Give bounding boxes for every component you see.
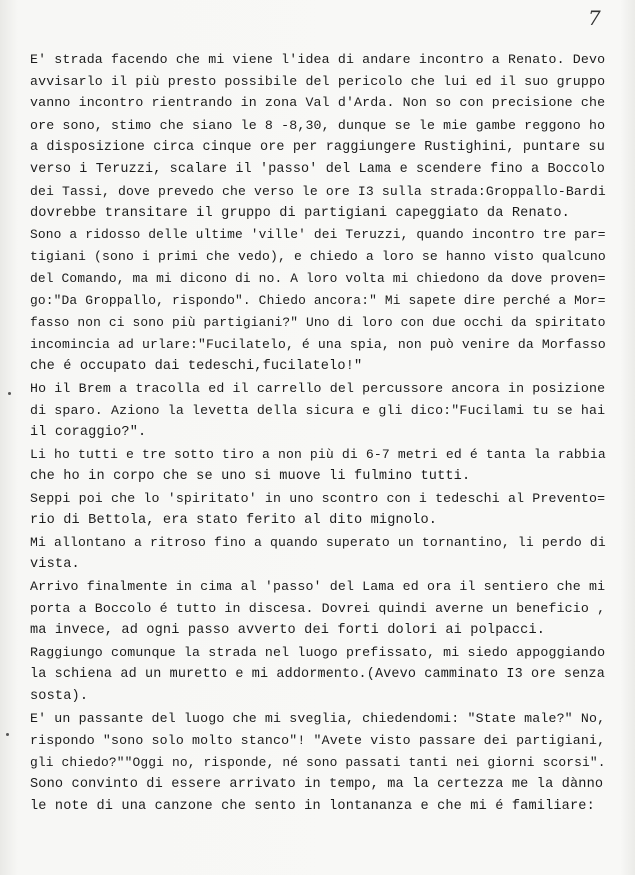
text-line: Seppi poi che lo 'spiritato' in uno scontro con i tedeschi al Prevento= [30, 491, 606, 506]
text-line: che é occupato dai tedeschi,fucilatelo!" [30, 359, 363, 374]
text-line: Li ho tutti e tre sotto tiro a non più di 6-7 metri ed é tanta la rabbia [30, 447, 606, 462]
text-line: Raggiungo comunque la strada nel luogo prefissato, mi siedo appoggiando [30, 645, 606, 660]
text-line: dovrebbe transitare il gruppo di partigiani capeggiato da Renato. [30, 206, 570, 221]
text-line: Arrivo finalmente in cima al 'passo' del Lama ed ora il sentiero che mi [30, 579, 606, 594]
text-line: sosta). [30, 689, 89, 704]
text-line: le note di una canzone che sento in lontananza e che mi é familiare: [30, 799, 595, 814]
text-line: fasso non ci sono più partigiani?" Uno di loro con due occhi da spiritato [30, 315, 606, 330]
text-line: Sono convinto di essere arrivato in tempo, ma la certezza me la dànno [30, 777, 604, 792]
text-line: Mi allontano a ritroso fino a quando superato un tornantino, li perdo di [30, 535, 606, 550]
text-line: Sono a ridosso delle ultime 'ville' dei Teruzzi, quando incontro tre par= [30, 227, 606, 242]
text-line: ore sono, stimo che siano le 8 -8,30, dunque se le mie gambe reggono ho [30, 118, 606, 133]
text-line: tigiani (sono i primi che vedo), e chiedo a loro se hanno visto qualcuno [30, 249, 606, 264]
text-line: del Comando, ma mi dicono di no. A loro volta mi chiedono da dove proven= [30, 271, 606, 286]
margin-mark [8, 392, 11, 395]
text-line: go:"Da Groppallo, rispondo". Chiedo ancora:" Mi sapete dire perché a Mor= [30, 293, 606, 308]
text-line: gli chiedo?""Oggi no, risponde, né sono passati tanti nei giorni scorsi". [30, 755, 606, 770]
text-line: Ho il Brem a tracolla ed il carrello del percussore ancora in posizione [30, 381, 606, 396]
page-number: 7 [588, 6, 601, 30]
text-line: di sparo. Aziono la levetta della sicura e gli dico:"Fucilami tu se hai [30, 403, 606, 418]
text-line: il coraggio?". [30, 425, 147, 440]
text-line: incomincia ad urlare:"Fucilatelo, é una spia, non può venire da Morfasso [30, 337, 606, 352]
text-line: dei Tassi, dove prevedo che verso le ore I3 sulla strada:Groppallo-Bardi [30, 184, 606, 199]
text-line: avvisarlo il più presto possibile del pericolo che lui ed il suo gruppo [30, 74, 606, 89]
text-line: che ho in corpo che se uno si muove li fulmino tutti. [30, 469, 471, 484]
text-line: porta a Boccolo é tutto in discesa. Dovrei quindi averne un beneficio , [30, 601, 606, 616]
text-line: vista. [30, 557, 80, 572]
text-line: la schiena ad un muretto e mi addormento.(Avevo camminato I3 ore senza [30, 667, 605, 682]
text-line: ma invece, ad ogni passo avverto dei forti dolori ai polpacci. [30, 623, 546, 638]
text-line: E' un passante del luogo che mi sveglia, chiedendomi: "State male?" No, [30, 711, 606, 726]
text-line: vanno incontro rientrando in zona Val d'Arda. Non so con precisione che [30, 95, 606, 110]
text-line: a disposizione circa cinque ore per raggiungere Rustighini, puntare su [30, 140, 605, 155]
text-line: rispondo "sono solo molto stanco"! "Avete visto passare dei partigiani, [30, 733, 606, 748]
text-line: verso i Teruzzi, scalare il 'passo' del Lama e scendere fino a Boccolo [30, 162, 605, 177]
margin-mark [6, 733, 9, 736]
text-line: E' strada facendo che mi viene l'idea di andare incontro a Renato. Devo [30, 52, 606, 67]
text-line: rio di Bettola, era stato ferito al dito mignolo. [30, 513, 438, 528]
